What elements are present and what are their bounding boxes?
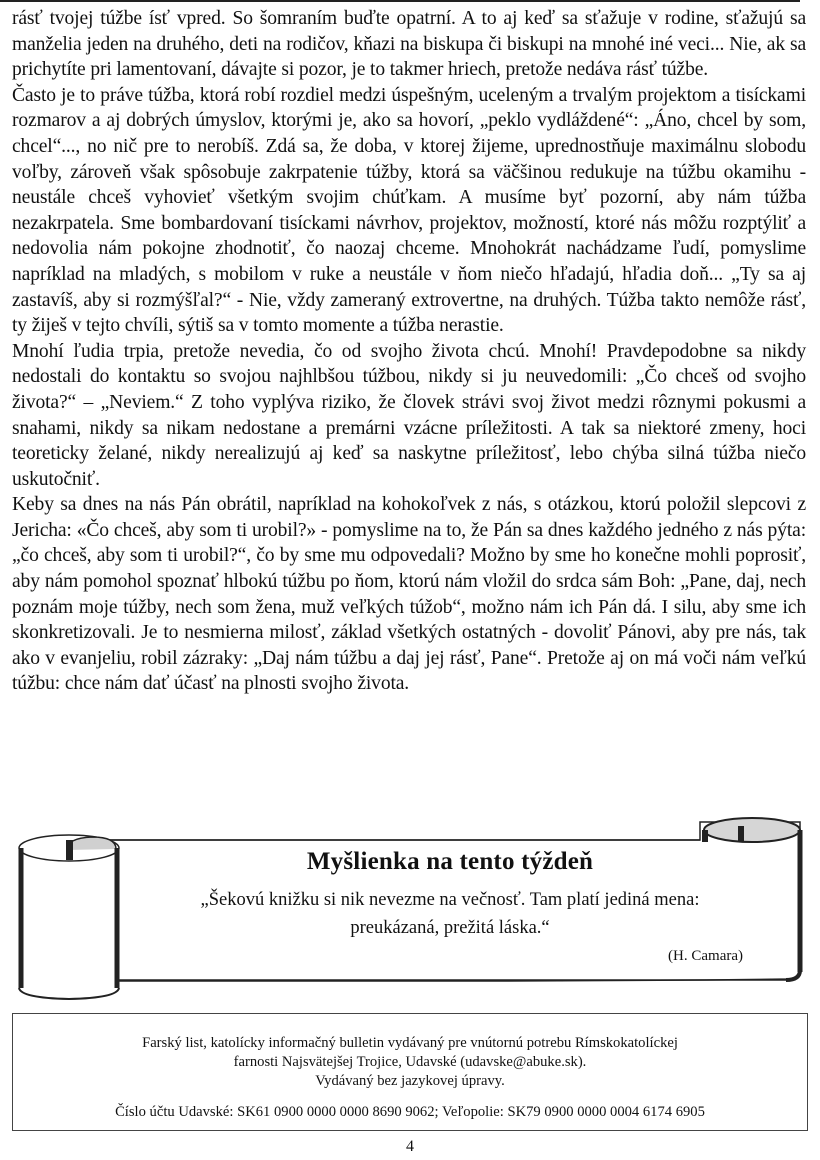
banner-quote-line: „Šekovú knižku si nik nevezme na večnosť. Tam platí jediná mena: — [200, 890, 700, 910]
banner-quote — [95, 886, 805, 942]
page-number: 4 — [406, 1138, 414, 1155]
colophon-line: Vydávaný bez jazykovej úpravy. — [315, 1073, 505, 1089]
colophon-line: Farský list, katolícky informačný bulletin vydávaný pre vnútornú potrebu Rímskokatolíckej — [142, 1035, 678, 1051]
banner-title: Myšlienka na tento týždeň — [306, 848, 594, 875]
article-paragraph: Mnohí ľudia trpia, pretože nevedia, čo od svojho života chcú. Mnohí! Pravdepodobne sa nikdy nedostali do kontaktu so svojou najhlbšou túžbou, nikdy si ju neuvedomili: „Čo chceš od svojho života?“ – „Neviem.“ Z toho vyplýva riziko, že človek strávi svoj život medzi rôznymi pokusmi a snahami, nikdy sa nikam nedostane a premárni vzácne príležitosti. A tak sa niektoré zmeny, hoci teoreticky želané, nikdy nerealizujú aj keď sa naskytne príležitosť, lebo chýba silná túžba niečo uskutočniť. — [12, 340, 806, 490]
article-body — [12, 6, 806, 697]
thought-of-week-banner — [0, 800, 820, 1005]
colophon-box — [12, 1013, 808, 1131]
banner-quote-author: (H. Camara) — [668, 948, 743, 964]
article-paragraph: Keby sa dnes na nás Pán obrátil, napríklad na kohokoľvek z nás, s otázkou, ktorú položil slepcovi z Jericha: «Čo chceš, aby som ti urobil?» - pomyslime na to, že Pán sa dnes každého jedného z nás pýta: „čo chceš, aby som ti urobil?“, čo by sme mu odpovedali? Možno by sme ho konečne mohli poprosiť, aby nám pomohol spoznať hlbokú túžbu po ňom, ktorú nám vložil do srdca sám Boh: „Pane, daj, nech poznám moje túžby, nech som žena, muž veľkých túžob“, možno nám ich Pán dá. I silu, aby sme ich skonkretizovali. Je to nesmierna milosť, základ všetkých ostatných - dovoliť Pánovi, aby pre nás, tak ako v evanjeliu, robil zázraky: „Daj nám túžbu a daj jej rásť, Pane“. Pretože aj on má voči nám veľkú túžbu: chce nám dať účasť na plnosti svojho života. — [12, 494, 806, 695]
top-rule — [0, 0, 800, 2]
colophon-line: farnosti Najsvätejšej Trojice, Udavské (udavske@abuke.sk). — [233, 1054, 587, 1070]
article-paragraph: rásť tvojej túžbe ísť vpred. So šomraním buďte opatrní. A to aj keď sa sťažuje v rodine, sťažujú sa manželia jeden na druhého, deti na rodičov, kňazi na biskupa či biskupi na mnohé iné veci... Nie, ak sa prichytíte pri lamentovaní, dávajte si pozor, je to takmer hriech, pretože nedáva rásť túžbe. — [12, 8, 806, 81]
article-paragraph: Často je to práve túžba, ktorá robí rozdiel medzi úspešným, uceleným a trvalým projektom a tisíckami rozmarov a aj dobrých úmyslov, ktorými je, ako sa hovorí, „peklo vydláždené“: „Áno, chcel by som, chcel“..., no nič pre to nerobíš. Zdá sa, že doba, v ktorej žijeme, uprednostňuje maximálnu slobodu voľby, zároveň však spôsobuje zakrpatenie túžby, ktorá sa väčšinou redukuje na túžbu okamihu - neustále chceš vyhovieť všetkým svojim chúťkam. A musíme byť pozorní, aby nám túžba nezakrpatela. Sme bombardovaní tisíckami návrhov, projektov, možností, ktoré nás môžu rozptýliť a nedovolia nám pokojne zhodnotiť, čo naozaj chceme. Mnohokrát nachádzame ľudí, pomyslime napríklad na mladých, s mobilom v ruke a neustále v ňom niečo hľadajú, hľadia doň... „Ty sa aj zastavíš, aby si rozmýšľal?“ - Nie, vždy zameraný extrovertne, na druhých. Túžba takto nemôže rásť, ty žiješ v tejto chvíli, sýtiš sa v tomto momente a túžba nerastie. — [12, 84, 806, 337]
bank-accounts: Číslo účtu Udavské: SK61 0900 0000 0000 8690 9062; Veľopolie: SK79 0900 0000 0004 6174 6905 — [115, 1104, 705, 1120]
banner-quote-line: preukázaná, prežitá láska.“ — [350, 918, 550, 938]
colophon-text — [13, 1014, 807, 1091]
